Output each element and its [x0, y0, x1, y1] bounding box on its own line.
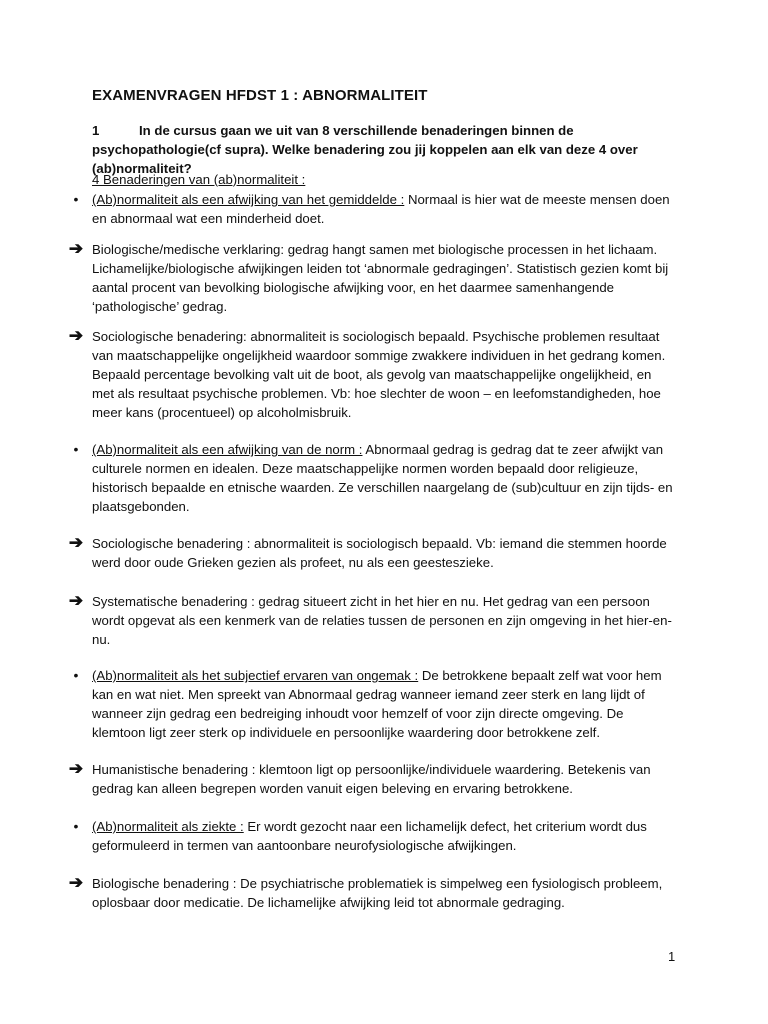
arrow-right-icon: ➔	[68, 591, 84, 610]
question-text: In de cursus gaan we uit van 8 verschillende benaderingen binnen de psychopathologie(cf supra). Welke benadering zou jij koppelen aan elk van deze 4 over (ab)normaliteit?	[92, 123, 638, 176]
list-item-humanistic-approach	[68, 759, 676, 798]
page-number: 1	[668, 949, 676, 964]
list-item-average-deviation	[73, 190, 676, 228]
arrow-right-icon: ➔	[68, 533, 84, 552]
list-item-norm-deviation	[73, 440, 676, 516]
bullet-icon: •	[73, 191, 79, 207]
document-title: EXAMENVRAGEN HFDST 1 : ABNORMALITEIT	[92, 87, 428, 104]
list-item-systematic-approach	[68, 591, 676, 649]
item-text: Humanistische benadering : klemtoon ligt op persoonlijke/individuele waardering. Betekenis van gedrag kan alleen begrepen worden vanuit eigen beleving en ervaring betrokkene.	[92, 762, 651, 796]
list-item-illness	[73, 817, 676, 855]
item-label: (Ab)normaliteit als een afwijking van het gemiddelde :	[92, 192, 405, 207]
item-text: Sociologische benadering : abnormaliteit is sociologisch bepaald. Vb: iemand die stemmen hoorde werd door oude Grieken gezien als profeet, nu als een geesteszieke.	[92, 536, 667, 570]
bullet-icon: •	[73, 818, 79, 834]
arrow-right-icon: ➔	[68, 873, 84, 892]
item-text: Biologische/medische verklaring: gedrag hangt samen met biologische processen in het lichaam. Lichamelijke/biologische afwijkingen leiden tot ‘abnormale gedragingen’. Statistisch gezien komt bij aantal procent van bevolking biologische afwijking voor, en het daarmee samenhangende ‘pathologische’ gedrag.	[92, 242, 669, 314]
section-heading: 4 Benaderingen van (ab)normaliteit :	[92, 172, 306, 187]
item-text: Biologische benadering : De psychiatrische problematiek is simpelweg een fysiologisch probleem, oplosbaar door medicatie. De lichamelijke afwijking leid tot abnormale gedraging.	[92, 876, 663, 910]
bullet-icon: •	[73, 441, 79, 457]
arrow-right-icon: ➔	[68, 326, 84, 345]
item-text: Systematische benadering : gedrag situeert zicht in het hier en nu. Het gedrag van een persoon wordt opgevat als een kenmerk van de relaties tussen de personen en zijn omgeving in het hier-en-nu.	[92, 594, 672, 647]
item-label: (Ab)normaliteit als een afwijking van de norm :	[92, 442, 363, 457]
item-text: Er wordt gezocht naar een lichamelijk defect, het criterium wordt dus geformuleerd in termen van aantoonbare neurofysiologische afwijkingen.	[92, 819, 647, 853]
question-number: 1	[92, 123, 100, 138]
list-item-biological-explanation	[68, 239, 676, 316]
list-item-sociological-approach	[68, 326, 676, 422]
bullet-icon: •	[73, 667, 79, 683]
item-text: Normaal is hier wat de meeste mensen doen en abnormaal wat een minderheid doet.	[92, 192, 670, 226]
list-item-biological-approach	[68, 873, 676, 912]
item-label: (Ab)normaliteit als het subjectief ervaren van ongemak :	[92, 668, 419, 683]
arrow-right-icon: ➔	[68, 239, 84, 258]
arrow-right-icon: ➔	[68, 759, 84, 778]
item-text: De betrokkene bepaalt zelf wat voor hem kan en wat niet. Men spreekt van Abnormaal gedrag wanneer iemand zeer sterk en lang lijdt of wanneer zijn gedrag een bedreiging inhoudt voor hemzelf of voor zijn directe omgeving. De klemtoon ligt zeer sterk op individuele en persoonlijke waardering door betrokkene zelf.	[92, 668, 662, 740]
item-label: (Ab)normaliteit als ziekte :	[92, 819, 244, 834]
item-text: Abnormaal gedrag is gedrag dat te zeer afwijkt van culturele normen en idealen. Deze maatschappelijke normen worden bepaald door religieuze, historisch bepaalde en etnische waarden. Ze verschillen naargelang de (sub)cultuur en zijn tijds- en plaatsgebonden.	[92, 442, 673, 514]
list-item-subjective-discomfort	[73, 666, 676, 742]
item-text: Sociologische benadering: abnormaliteit is sociologisch bepaald. Psychische problemen resultaat van maatschappelijke ongelijkheid waardoor sommige zwakkere individuen in het gedrang komen. Bepaald percentage bevolking valt uit de boot, als gevolg van maatschappelijke ongelijkheid, en met als resultaat psychische problemen. Vb: hoe slechter de woon – en leefomstandigheden, hoe meer kans (procentueel) op alcoholmisbruik.	[92, 329, 666, 420]
list-item-sociological-example	[68, 533, 676, 572]
